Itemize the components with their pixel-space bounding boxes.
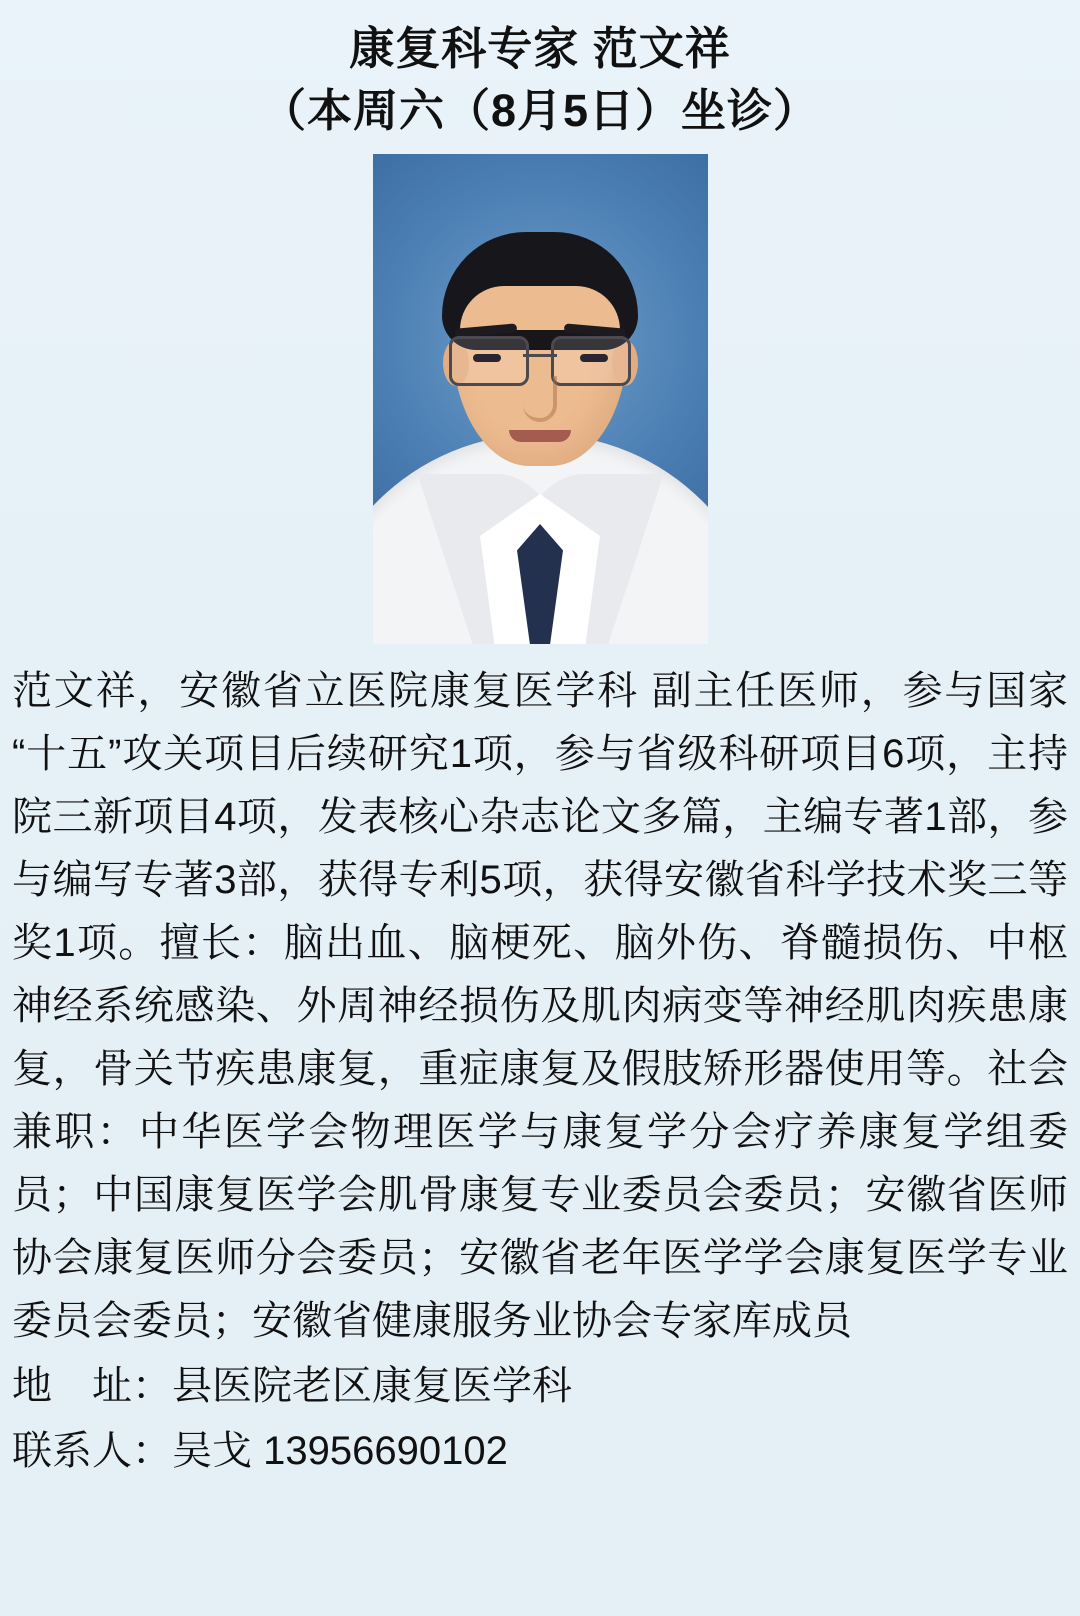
page-title <box>0 0 1080 142</box>
portrait-container <box>0 154 1080 644</box>
doctor-photo <box>373 154 708 644</box>
contact-line: 联系人：吴戈 13956690102 <box>12 1429 508 1473</box>
mouth-shape <box>509 430 571 442</box>
nose-shape <box>523 376 557 422</box>
glasses-bridge <box>523 354 557 357</box>
title-line-primary: 康复科专家 范文祥 <box>349 23 731 74</box>
eye-left-shape <box>473 354 501 362</box>
title-line-secondary: （本周六（8月5日）坐诊） <box>260 85 820 136</box>
eye-right-shape <box>580 354 608 362</box>
address-line: 地 址：县医院老区康复医学科 <box>12 1364 572 1408</box>
doctor-biography: 范文祥，安徽省立医院康复医学科 副主任医师，参与国家“十五”攻关项目后续研究1项，参与省级科研项目6项，主持院三新项目4项，发表核心杂志论文多篇，主编专著1部，参与编写专著3部，获得专利5项，获得安徽省科学技术奖三等奖1项。擅长：脑出血、脑梗死、脑外伤、脊髓损伤、中枢神经系统感染、外周神经损伤及肌肉病变等神经肌肉疾患康复，骨关节疾患康复，重症康复及假肢矫形器使用等。社会兼职：中华医学会物理医学与康复学分会疗养康复学组委员；中国康复医学会肌骨康复专业委员会委员；安徽省医师协会康复医师分会委员；安徽省老年医学学会康复医学专业委员会委员；安徽省健康服务业协会专家库成员 <box>12 669 1068 1343</box>
